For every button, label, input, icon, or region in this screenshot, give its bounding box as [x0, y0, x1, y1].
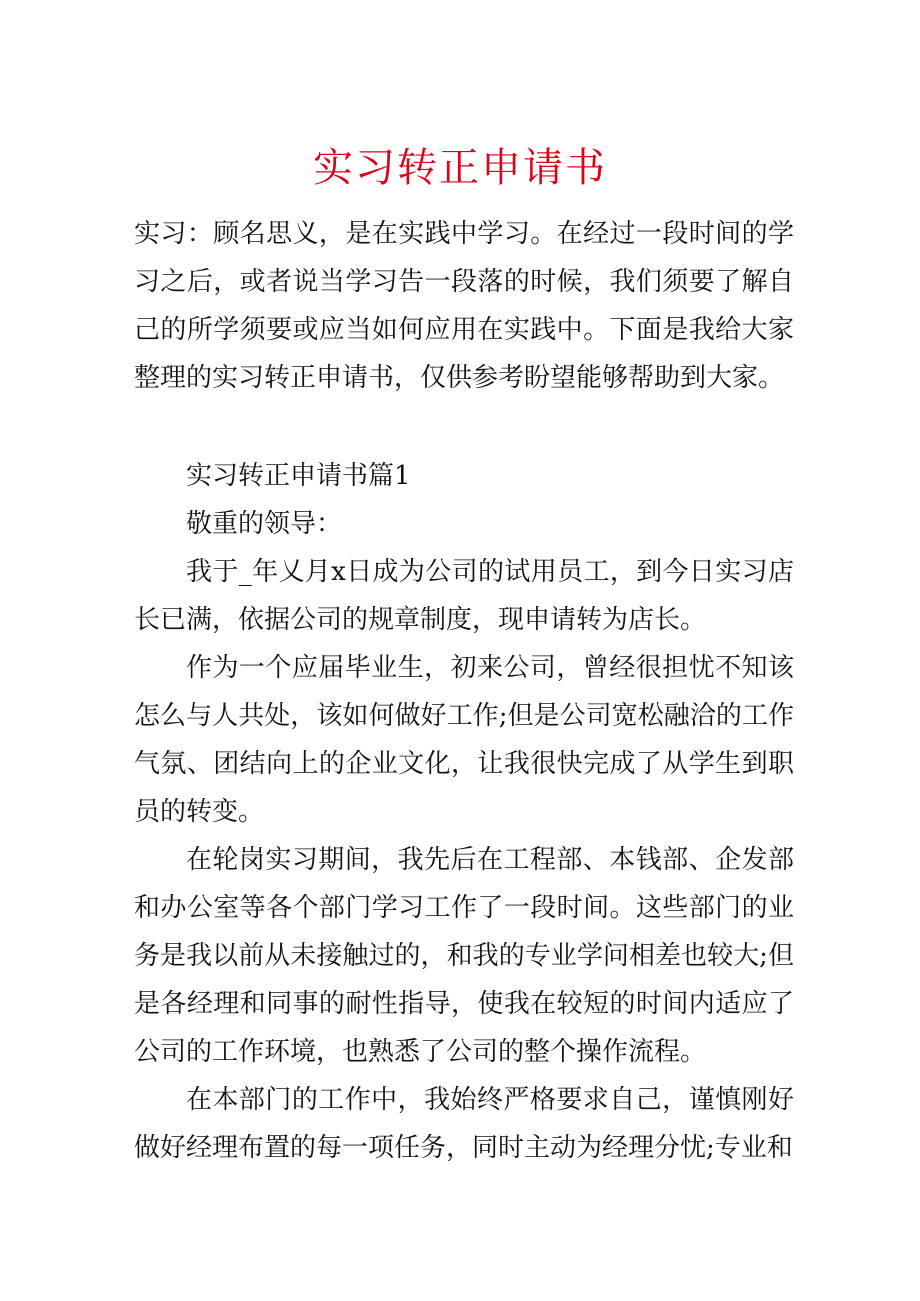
section-heading: 实习转正申请书篇1 — [186, 461, 411, 491]
intro-paragraph: 实习：顾名思义，是在实践中学习。在经过一段时间的学习之后，或者说当学习告一段落的时候，我们须要了解自己的所学须要或应当如何应用在实践中。下面是我给大家整理的实习转正申请书，仅供参考盼望能够帮助到大家。 — [134, 219, 794, 393]
paragraph: 我于_年乂月x日成为公司的试用员工，到今日实习店长已满，依据公司的规章制度，现申请转为店长。 — [134, 557, 794, 635]
salutation: 敬重的领导： — [186, 509, 343, 539]
article-body — [134, 452, 794, 1172]
paragraph: 在本部门的工作中，我始终严格要求自己，谨慎刚好做好经理布置的每一项任务，同时主动为经理分忧;专业和 — [134, 1085, 794, 1163]
paragraph: 在轮岗实习期间，我先后在工程部、本钱部、企发部和办公室等各个部门学习工作了一段时间。这些部门的业务是我以前从未接触过的，和我的专业学问相差也较大;但是各经理和同事的耐性指导，使我在较短的时间内适应了公司的工作环境，也熟悉了公司的整个操作流程。 — [134, 845, 794, 1067]
paragraph: 作为一个应届毕业生，初来公司，曾经很担忧不知该怎么与人共处，该如何做好工作;但是公司宽松融洽的工作气氛、团结向上的企业文化，让我很快完成了从学生到职员的转变。 — [134, 653, 794, 827]
document-title: 实习转正申请书 — [313, 145, 607, 191]
